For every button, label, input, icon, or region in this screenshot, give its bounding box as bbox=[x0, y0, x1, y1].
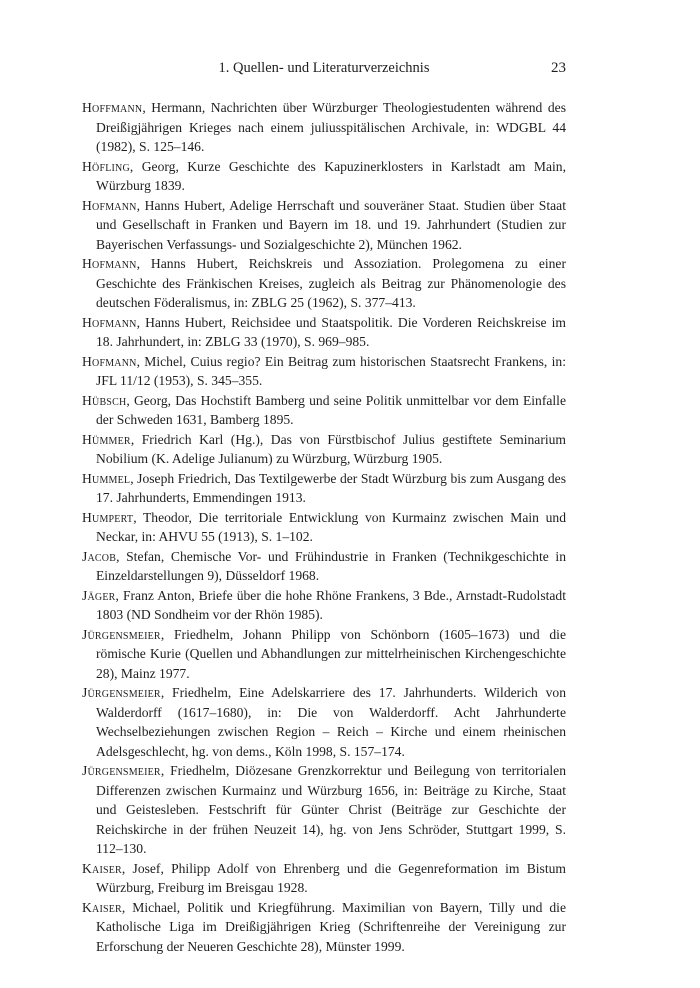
entry-text: , Hanns Hubert, Adelige Herrschaft und souveräner Staat. Studien über Staat und Gesellschaft in Franken und Bayern im 18. und 19. Jahrhundert (Studien zur Bayerischen Verfassungs- und Sozialgeschichte 2), München 1962. bbox=[96, 197, 566, 252]
entry-author: Jürgensmeier bbox=[82, 685, 161, 700]
entry-text: , Friedrich Karl (Hg.), Das von Fürstbischof Julius gestiftete Seminarium Nobilium (K. Adelige Julianum) zu Würzburg, Würzburg 1905. bbox=[96, 431, 566, 466]
entry-author: Hofmann bbox=[82, 314, 137, 330]
entry-author: Hümmer bbox=[82, 431, 131, 447]
entry-text: , Friedhelm, Johann Philipp von Schönborn (1605–1673) und die römische Kurie (Quellen und Abhandlungen zur mittelrheinischen Kirchengeschichte 28), Mainz 1977. bbox=[96, 626, 566, 681]
bibliography-entry bbox=[82, 352, 566, 391]
bibliography-entry bbox=[82, 683, 566, 761]
bibliography-entry bbox=[82, 98, 566, 157]
bibliography-entry bbox=[82, 196, 566, 255]
entry-author: Jäger bbox=[82, 587, 116, 603]
page-header bbox=[82, 60, 566, 82]
entry-author: Hofmann bbox=[82, 256, 137, 271]
bibliography-entry bbox=[82, 254, 566, 313]
bibliography-entry bbox=[82, 761, 566, 859]
entry-text: , Josef, Philipp Adolf von Ehrenberg und die Gegenreformation im Bistum Würzburg, Freiburg im Breisgau 1928. bbox=[96, 860, 566, 895]
entry-author: Kaiser bbox=[82, 899, 122, 915]
bibliography-entry bbox=[82, 625, 566, 684]
bibliography-entry bbox=[82, 508, 566, 547]
entry-author: Hübsch bbox=[82, 392, 127, 408]
bibliography-entry bbox=[82, 313, 566, 352]
entry-author: Hoffmann bbox=[82, 100, 143, 115]
entry-author: Hummel bbox=[82, 470, 131, 486]
entry-text: , Friedhelm, Eine Adelskarriere des 17. Jahrhunderts. Wilderich von Walderdorff (1617–1680), in: Die von Walderdorff. Acht Jahrhunderte Wechselbeziehungen zwischen Region – Reich – Kirche und einem rheinischen Adelsgeschlecht, hg. von dems., Köln 1998, S. 157–174. bbox=[96, 685, 566, 759]
entry-text: , Joseph Friedrich, Das Textilgewerbe der Stadt Würzburg bis zum Ausgang des 17. Jahrhunderts, Emmendingen 1913. bbox=[96, 470, 566, 505]
bibliography-list bbox=[82, 98, 566, 956]
entry-text: , Stefan, Chemische Vor- und Frühindustrie in Franken (Technikgeschichte in Einzeldarstellungen 9), Düsseldorf 1968. bbox=[96, 548, 566, 583]
entry-text: , Hanns Hubert, Reichsidee und Staatspolitik. Die Vorderen Reichskreise im 18. Jahrhundert, in: ZBLG 33 (1970), S. 969–985. bbox=[96, 314, 566, 349]
running-title: 1. Quellen- und Literaturverzeichnis bbox=[218, 60, 430, 76]
entry-author: Höfling bbox=[82, 158, 130, 174]
entry-text: , Franz Anton, Briefe über die hohe Rhöne Frankens, 3 Bde., Arnstadt-Rudolstadt 1803 (ND Sondheim vor der Rhön 1985). bbox=[96, 587, 566, 622]
entry-author: Jürgensmeier bbox=[82, 626, 161, 642]
entry-text: , Michel, Cuius regio? Ein Beitrag zum historischen Staatsrecht Frankens, in: JFL 11/12 (1953), S. 345–355. bbox=[96, 353, 566, 388]
entry-author: Kaiser bbox=[82, 860, 122, 876]
bibliography-entry bbox=[82, 157, 566, 196]
entry-text: , Georg, Kurze Geschichte des Kapuzinerklosters in Karlstadt am Main, Würzburg 1839. bbox=[96, 158, 566, 193]
entry-author: Hofmann bbox=[82, 353, 137, 369]
page-number: 23 bbox=[551, 60, 566, 76]
entry-author: Jacob bbox=[82, 548, 117, 564]
bibliography-entry bbox=[82, 586, 566, 625]
bibliography-entry bbox=[82, 547, 566, 586]
bibliography-entry bbox=[82, 469, 566, 508]
bibliography-entry bbox=[82, 430, 566, 469]
entry-text: , Hermann, Nachrichten über Würzburger Theologiestudenten während des Dreißigjährigen Krieges nach einem juliusspitälischen Archivale, in: WDGBL 44 (1982), S. 125–146. bbox=[96, 100, 566, 154]
entry-author: Jürgensmeier bbox=[82, 763, 161, 778]
bibliography-entry bbox=[82, 898, 566, 957]
entry-text: , Michael, Politik und Kriegführung. Maximilian von Bayern, Tilly und die Katholische Liga im Dreißigjährigen Krieg (Schriftenreihe der Vereinigung zur Erforschung der Neueren Geschichte 28), Münster 1999. bbox=[96, 899, 566, 954]
bibliography-entry bbox=[82, 391, 566, 430]
bibliography-entry bbox=[82, 859, 566, 898]
entry-author: Hofmann bbox=[82, 197, 137, 213]
entry-text: , Georg, Das Hochstift Bamberg und seine Politik unmittelbar vor dem Einfalle der Schweden 1631, Bamberg 1895. bbox=[96, 392, 566, 427]
entry-text: , Friedhelm, Diözesane Grenzkorrektur und Beilegung von territorialen Differenzen zwischen Kurmainz und Würzburg 1656, in: Beiträge zu Kirche, Staat und Geistesleben. Festschrift für Günter Christ (Beiträge zur Geschichte der Reichskirche in der frühen Neuzeit 14), hg. von Jens Schröder, Stuttgart 1999, S. 112–130. bbox=[96, 763, 566, 856]
entry-author: Humpert bbox=[82, 509, 134, 525]
entry-text: , Theodor, Die territoriale Entwicklung von Kurmainz zwischen Main und Neckar, in: AHVU 55 (1913), S. 1–102. bbox=[96, 509, 566, 544]
entry-text: , Hanns Hubert, Reichskreis und Assoziation. Prolegomena zu einer Geschichte des Fränkischen Kreises, zugleich als Beitrag zur Phänomenologie des deutschen Föderalismus, in: ZBLG 25 (1962), S. 377–413. bbox=[96, 256, 566, 310]
